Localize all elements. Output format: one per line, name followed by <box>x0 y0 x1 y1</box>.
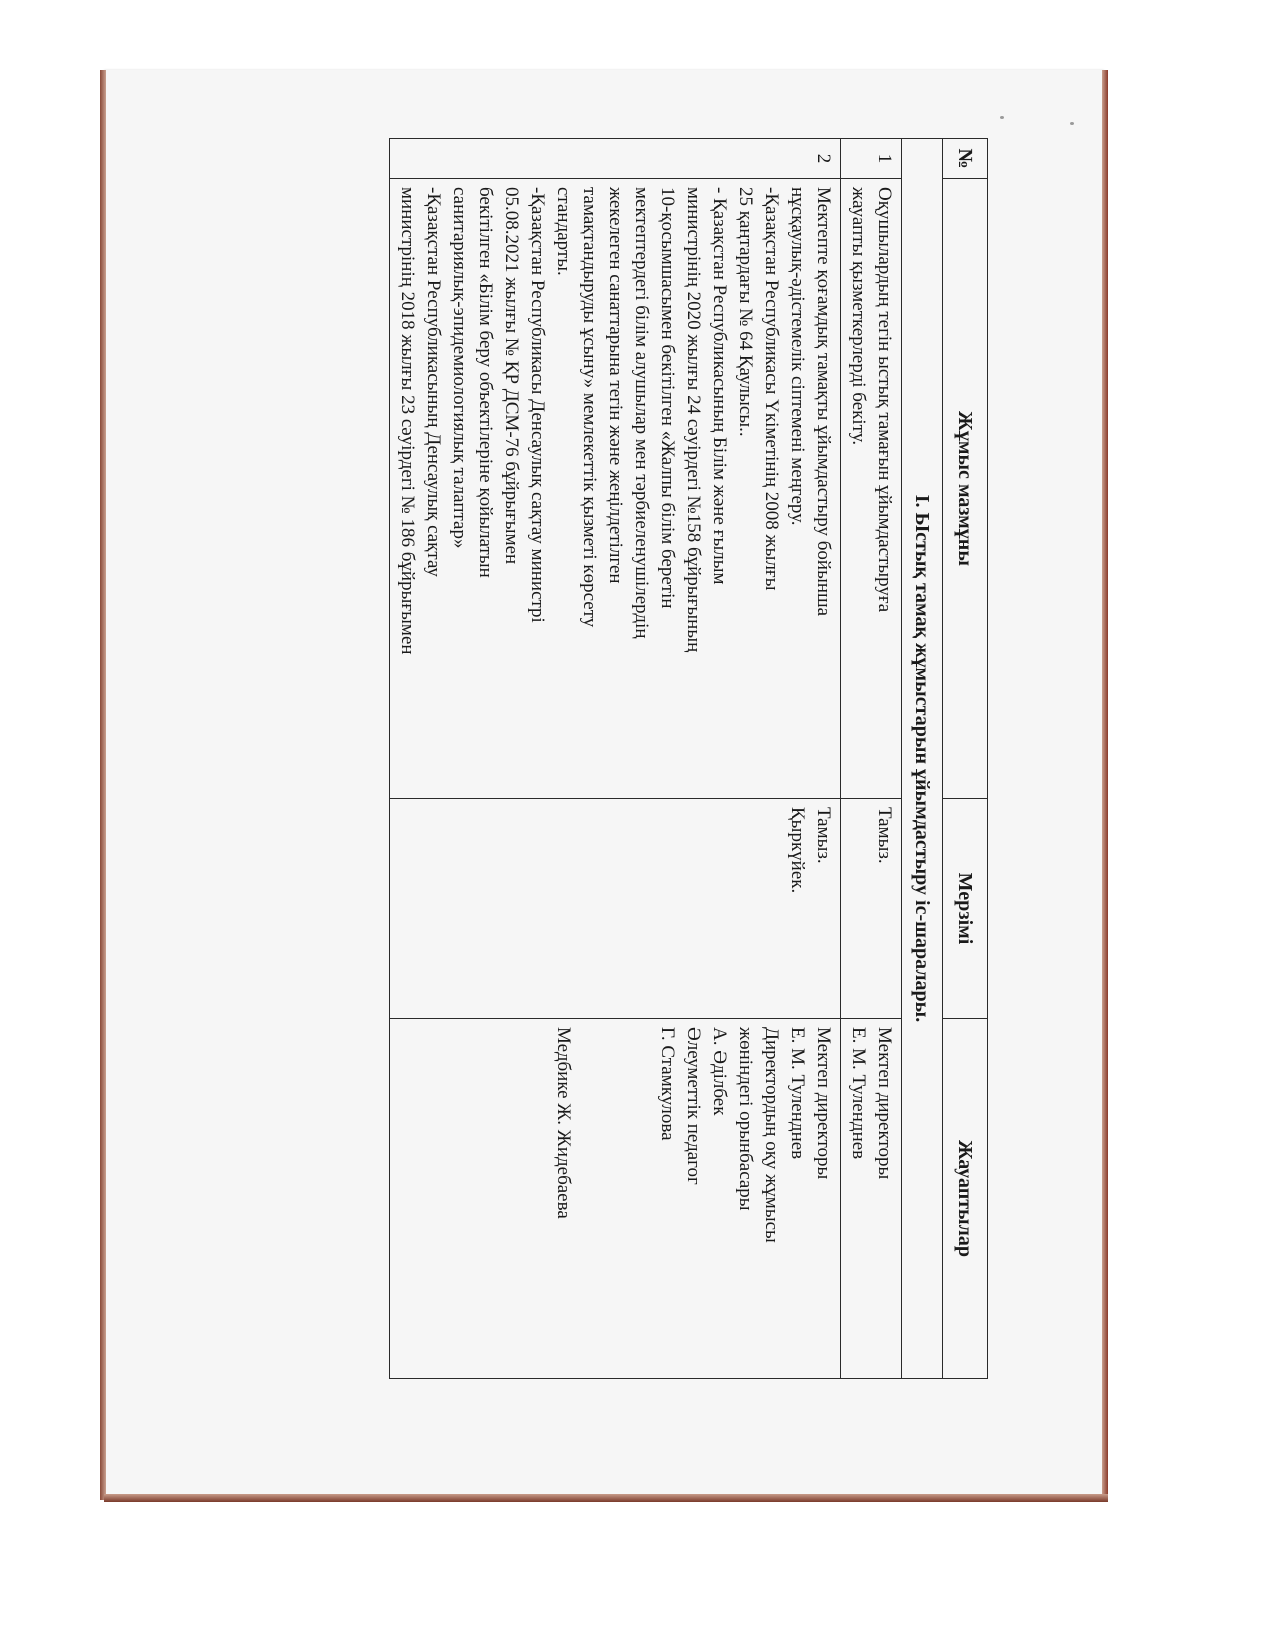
content-line: Мектепте қоғамдық тамақты ұйымдастыру бойынша <box>813 187 834 617</box>
row-responsible <box>390 1019 841 1379</box>
row-responsible <box>841 1019 902 1379</box>
responsible-line: жөніндегі орынбасары <box>735 1027 756 1211</box>
responsible-line: Г. Стамкулова <box>657 1027 678 1141</box>
responsible-line: Е. М. Туленднев <box>787 1027 808 1160</box>
row-content <box>841 179 902 799</box>
responsible-line: Медбике Ж. Жидебаева <box>553 1027 574 1219</box>
activities-table <box>389 138 988 1379</box>
rotated-table-container <box>258 138 988 1378</box>
page-edge-right <box>1102 70 1108 1500</box>
content-line: - Қазақстан Республикасының Білім және ғылым <box>709 187 730 585</box>
content-line: тамақтандыруды ұсыну» мемлекеттік қызметі көрсету <box>579 187 600 628</box>
row-number: 2 <box>390 139 841 179</box>
content-line: жауапты қызметкерлерді бекіту. <box>848 187 869 446</box>
content-line: нұсқаулық-әдістемелік сіптемені меңгеру. <box>787 187 808 526</box>
section-title: I. Ыстық тамақ жұмыстарын ұйымдастыру іс-шаралары. <box>902 139 943 1379</box>
content-line: мектептердегі білім алушылар мен тәрбиеленушілердің <box>631 187 652 639</box>
header-responsible: Жауаптылар <box>943 1019 988 1379</box>
table-row <box>390 139 841 1379</box>
page-edge-left <box>100 70 106 1500</box>
deadline-line: Қыркүйек. <box>787 807 808 894</box>
content-line: 10-қосымшасымен бекітілген «Жалпы білім беретін <box>657 187 678 609</box>
header-content: Жұмыс мазмұны <box>943 179 988 799</box>
table-row <box>841 139 902 1379</box>
content-line: Оқушылардың тегін ыстық тамағын ұйымдастыруға <box>874 187 895 613</box>
section-title-row <box>902 139 943 1379</box>
row-deadline: Тамыз. <box>841 799 902 1019</box>
deadline-line: Тамыз. <box>813 807 834 864</box>
row-deadline <box>390 799 841 1019</box>
scan-speck <box>1000 116 1004 119</box>
responsible-line: Әлеуметтік педагог <box>683 1027 704 1185</box>
responsible-line: А. Әділбек <box>709 1027 730 1116</box>
responsible-line: Е. М. Туленднев <box>848 1027 869 1160</box>
responsible-line: Мектеп директоры <box>874 1027 895 1180</box>
content-line: 05.08.2021 жылғы № ҚР ДСМ-76 бұйрығымен <box>501 187 522 565</box>
responsible-line: Мектеп директоры <box>813 1027 834 1180</box>
content-line: санитариялық-эпидемиологиялық талаптар» <box>449 187 470 549</box>
content-line: стандарты. <box>553 187 574 276</box>
header-deadline: Мерзімі <box>943 799 988 1019</box>
header-number: № <box>943 139 988 179</box>
content-line: министрінің 2020 жылғы 24 сәуірдегі №158 бұйрығының <box>683 187 704 653</box>
content-line: -Қазақстан Республикасының Денсаулық сақтау <box>423 187 444 577</box>
content-line: бекітілген «Білім беру объектілеріне қойылатын <box>475 187 496 578</box>
page-edge-bottom <box>104 1494 1108 1502</box>
row-content <box>390 179 841 799</box>
content-line: -Қазақстан Республикасы Денсаулық сақтау министрі <box>527 187 548 623</box>
responsible-line: Директордың оқу жұмысы <box>761 1027 782 1243</box>
table-header-row <box>943 139 988 1379</box>
spacer <box>576 1027 654 1370</box>
scan-speck <box>1070 122 1074 125</box>
content-line: министрінің 2018 жылғы 23 сәуірдегі № 186 бұйрығымен <box>397 187 418 655</box>
content-line: -Қазақстан Республикасы Үкіметінің 2008 жылғы <box>761 187 782 591</box>
content-line: 25 қаңтардағы № 64 Қаулысы.. <box>735 187 756 437</box>
row-number: 1 <box>841 139 902 179</box>
content-line: жекелеген санаттарына тегін және жеңілдетілген <box>605 187 626 584</box>
